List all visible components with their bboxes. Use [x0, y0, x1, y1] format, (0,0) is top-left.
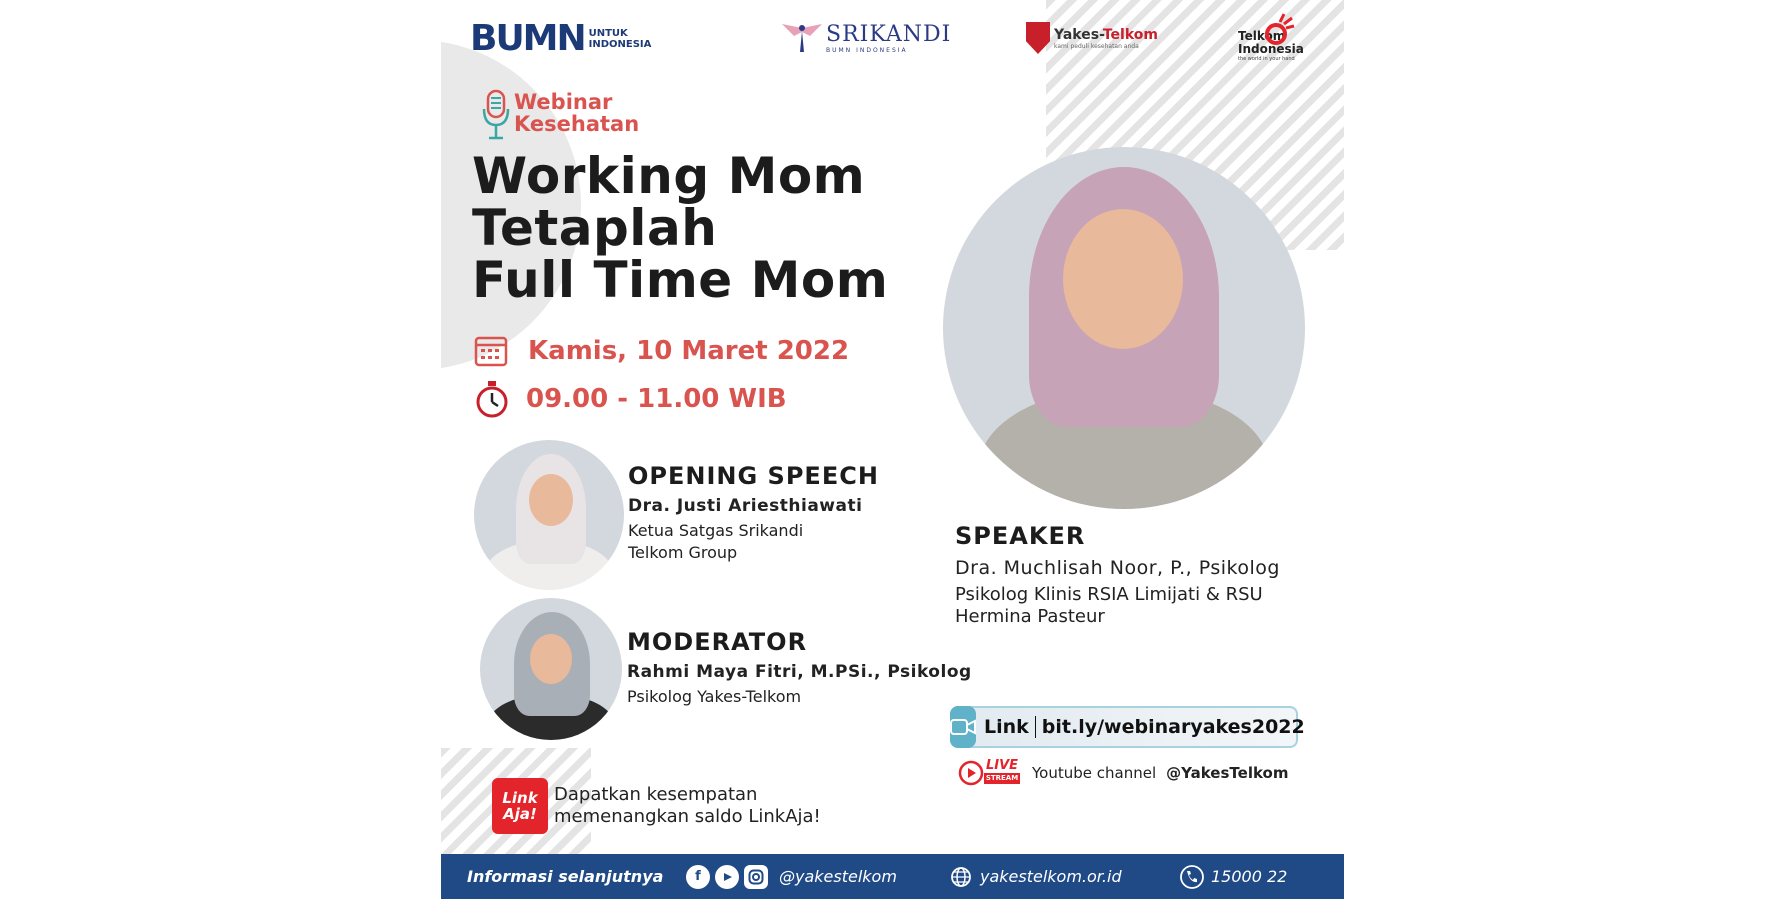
event-title [472, 147, 889, 309]
opening-role-line1: Ketua Satgas Srikandi [628, 521, 804, 540]
bumn-logo-text: BUMN [470, 18, 585, 59]
telkom-line1: Telkom [1238, 29, 1286, 43]
speaker-name: Dra. Muchlisah Noor, P., Psikolog [955, 557, 1280, 579]
yakes-logo-name [1054, 27, 1158, 43]
youtube-channel-label: Youtube channel [1032, 764, 1157, 782]
yakes-tagline: kami peduli kesehatan anda [1054, 42, 1139, 50]
opening-speaker-photo [474, 440, 624, 590]
bumn-logo [470, 18, 651, 59]
event-time: 09.00 - 11.00 WIB [526, 384, 787, 414]
bumn-logo-sub [589, 28, 652, 50]
webinar-label [514, 91, 639, 135]
opening-role-line2: Telkom Group [628, 543, 738, 562]
yakes-name-a: Yakes- [1054, 26, 1103, 43]
globe-icon [950, 866, 972, 888]
event-date: Kamis, 10 Maret 2022 [528, 336, 850, 366]
footer-info-label: Informasi selanjutnya [467, 867, 664, 886]
live-stream-row [958, 758, 1288, 788]
bumn-line2: INDONESIA [588, 38, 652, 50]
moderator-heading: MODERATOR [627, 628, 808, 656]
event-title-line3: Full Time Mom [472, 251, 889, 309]
instagram-icon[interactable] [744, 865, 768, 889]
moderator-role: Psikolog Yakes-Telkom [627, 687, 802, 706]
live-stream-badge [958, 758, 1024, 788]
footer-phone-number[interactable]: 15000 22 [1211, 867, 1288, 886]
promo-line2: memenangkan saldo LinkAja! [554, 806, 821, 827]
stream-text: STREAM [985, 774, 1019, 782]
speaker-role-line2: Hermina Pasteur [955, 606, 1105, 627]
linkaja-logo-line2: Aja! [503, 805, 537, 823]
linkaja-promo [492, 778, 821, 834]
footer-phone [1179, 864, 1287, 890]
promo-line1: Dapatkan kesempatan [554, 784, 758, 805]
webinar-label-line2: Kesehatan [514, 112, 640, 136]
srikandi-figure-icon [780, 22, 824, 54]
speaker-photo [943, 147, 1305, 509]
moderator-name: Rahmi Maya Fitri, M.PSi., Psikolog [627, 662, 972, 682]
moderator-photo [480, 598, 622, 740]
youtube-channel-handle[interactable]: @YakesTelkom [1166, 764, 1289, 782]
stopwatch-icon [474, 380, 510, 418]
speaker-role-line1: Psikolog Klinis RSIA Limijati & RSU [955, 584, 1263, 605]
facebook-icon[interactable]: f [686, 865, 710, 889]
phone-icon [1179, 864, 1205, 890]
footer-social-handle[interactable]: @yakestelkom [779, 867, 897, 886]
video-camera-icon [950, 706, 976, 748]
srikandi-sub: BUMN INDONESIA [826, 47, 908, 54]
srikandi-text: SRIKANDI [826, 22, 952, 47]
mic-icon [482, 89, 510, 141]
telkom-tagline: the world in your hand [1238, 56, 1295, 62]
link-label: Link [984, 716, 1036, 738]
footer-social [686, 865, 897, 889]
live-text: LIVE [986, 758, 1019, 773]
event-title-line2: Tetaplah [472, 199, 718, 257]
speaker-role [955, 584, 1263, 628]
opening-speaker-role [628, 520, 803, 564]
srikandi-logo [780, 22, 951, 54]
youtube-icon[interactable] [715, 865, 739, 889]
event-title-line1: Working Mom [472, 147, 866, 205]
webinar-link-box[interactable] [950, 706, 1305, 748]
yakes-telkom-logo [1026, 22, 1158, 54]
webinar-link-url[interactable]: bit.ly/webinaryakes2022 [1041, 716, 1305, 738]
footer-bar [441, 854, 1344, 899]
speaker-heading: SPEAKER [955, 522, 1086, 550]
opening-speaker-name: Dra. Justi Ariesthiawati [628, 496, 863, 516]
event-date-row [474, 334, 849, 368]
yakes-shield-icon [1026, 22, 1050, 54]
yakes-name-b: Telkom [1102, 26, 1158, 43]
linkaja-promo-text [554, 784, 821, 828]
webinar-label-line1: Webinar [514, 90, 613, 114]
calendar-icon [474, 334, 508, 368]
telkom-swirl-icon [1262, 12, 1296, 46]
linkaja-logo-line1: Link [502, 789, 538, 807]
play-icon [958, 760, 984, 786]
bumn-line1: UNTUK [588, 27, 628, 39]
linkaja-logo [492, 778, 548, 834]
footer-website [950, 866, 1122, 888]
event-time-row [474, 380, 787, 418]
footer-website-url[interactable]: yakestelkom.or.id [980, 867, 1122, 886]
opening-speech-heading: OPENING SPEECH [628, 462, 879, 490]
telkom-line2: Indonesia [1238, 42, 1304, 56]
